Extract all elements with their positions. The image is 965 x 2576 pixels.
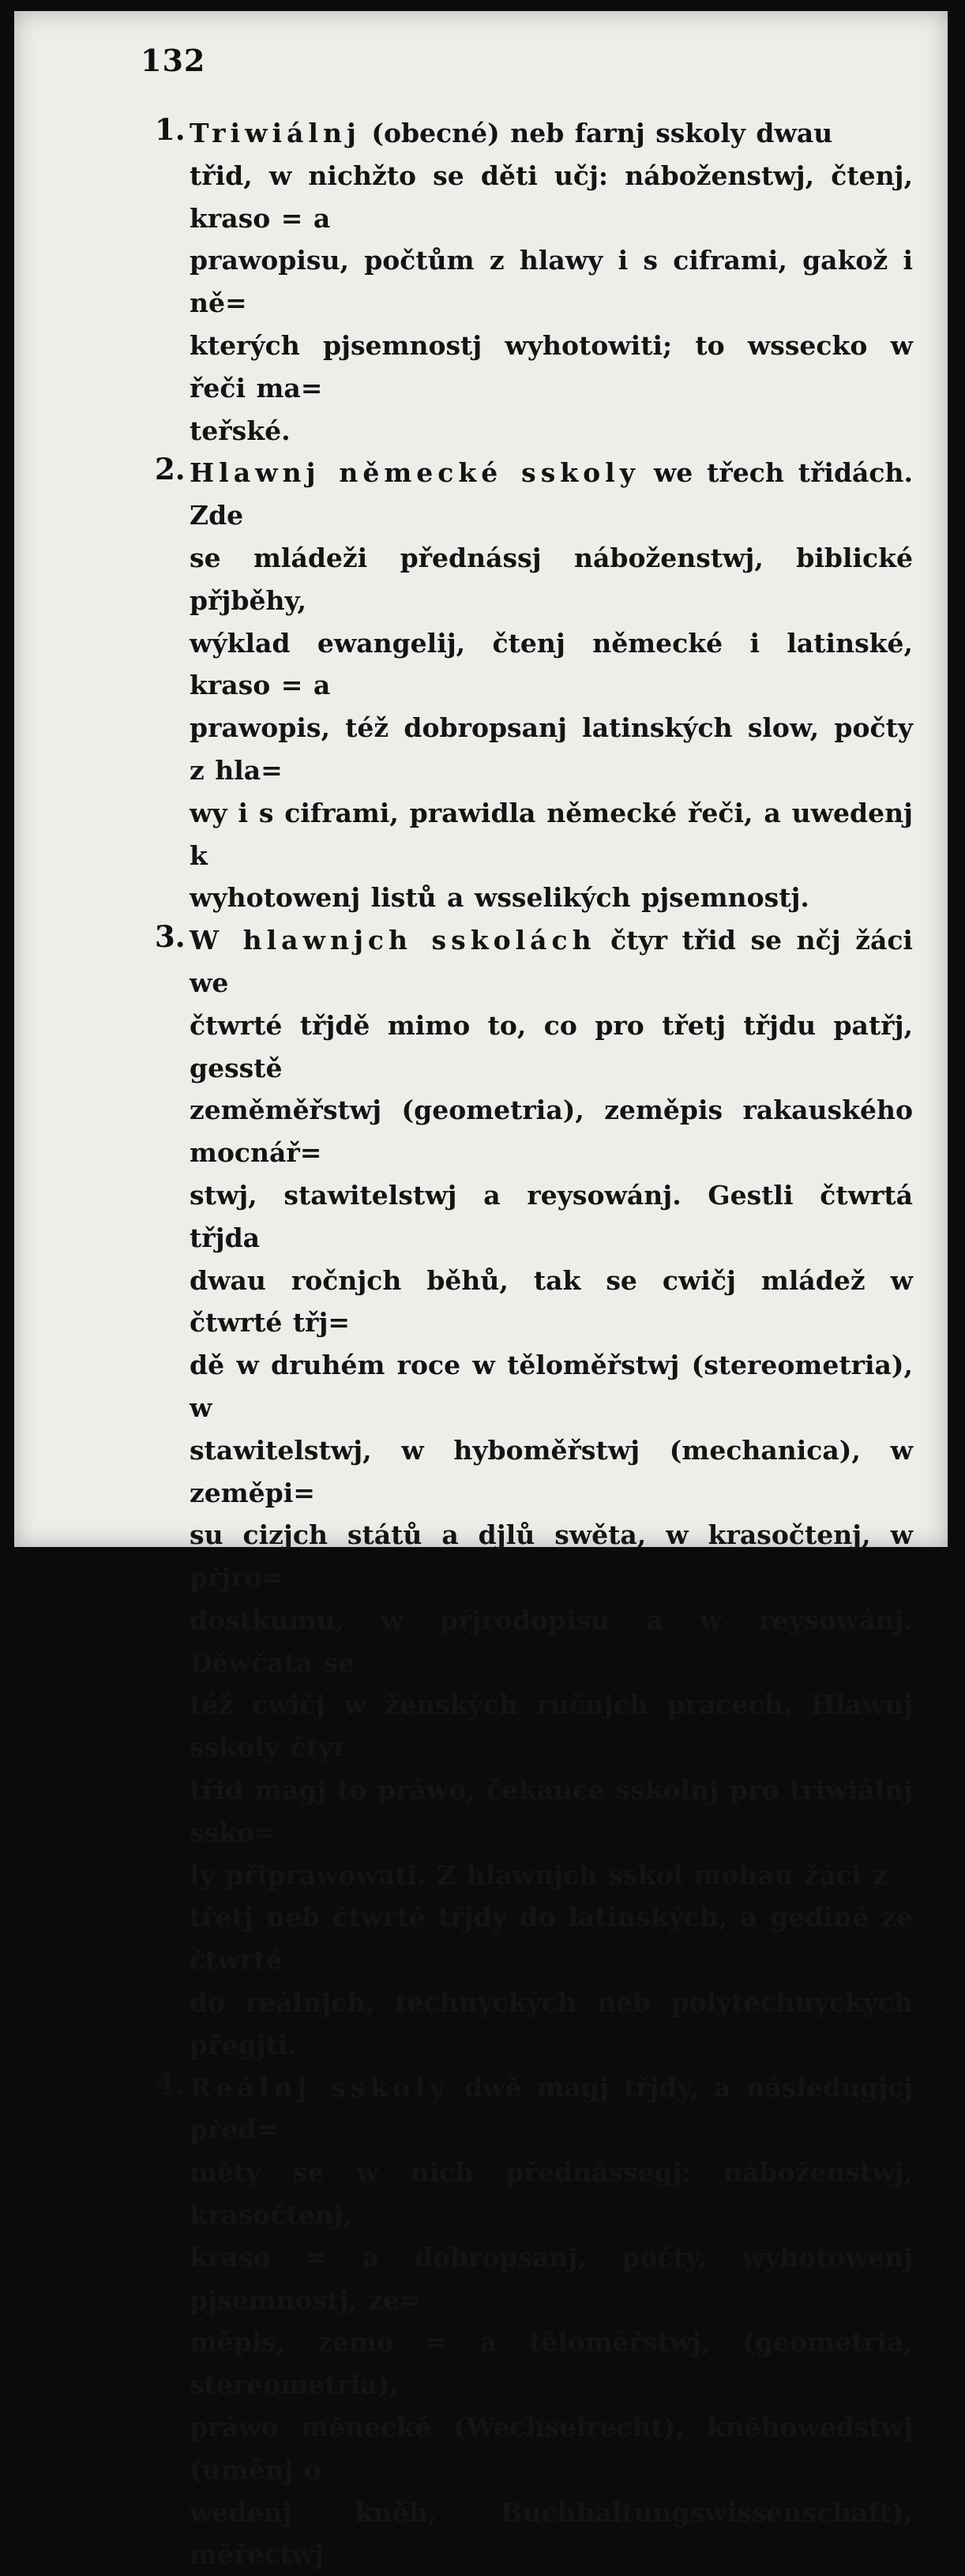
text-line: su cizjch států a djlů swěta, w krasočtenj, w přjro=: [190, 1519, 913, 1594]
text-line: [190, 919, 913, 1004]
item-number: 3.: [155, 919, 186, 955]
item-heading: Triwiálnj: [190, 118, 361, 148]
item-heading: Hlawnj německé sskoly: [190, 457, 640, 489]
text-line: měpis, zemo = a těloměřstwj, (geometria, stereometria),: [190, 2326, 913, 2401]
text-line: wedenj kněh, Buchhaltungswissenschaft), měřectwj: [190, 2496, 913, 2570]
page-number: 132: [141, 43, 206, 78]
text-line: wyhotowenj listů a wsselikých pjsemnostj.: [190, 882, 809, 914]
text-line: prawopis, též dobropsanj latinských slow, počty z hla=: [190, 712, 913, 786]
text-line: kterých pjsemnostj wyhotowiti; to wsseckо w řeči ma=: [190, 329, 913, 404]
item-text: [190, 919, 913, 2067]
item-text: [190, 112, 913, 452]
item-heading: Reálnj sskoly: [190, 2071, 450, 2103]
line-text: dwě magj třjdy, a následugjcj před=: [190, 2071, 913, 2146]
text-line: [190, 112, 913, 155]
line-text: (obecné) neb farnj sskoly dwau: [371, 118, 833, 148]
text-line: dostkumu, w přjrodopisu a w reysowánj. Děwčata se: [190, 1604, 913, 1678]
text-line: [190, 452, 913, 537]
item-heading: W hlawnjch sskolách: [190, 925, 596, 956]
text-line: dě w druhém roce w těloměřstwj (stereometria), w: [190, 1350, 913, 1423]
item-text: [190, 452, 913, 919]
text-line: třid, w nichžto se děti učj: náboženstwj, čtenj, kraso = a: [190, 160, 913, 234]
text-line: čtwrté třjdě mimo to, co pro třetj třjdu patřj, gesstě: [190, 1009, 913, 1083]
text-line: stwj, stawitelstwj a reysowánj. Gestli čtwrtá třjda: [190, 1179, 913, 1253]
text-line: ly připrawowati. Z hlawnjch sskol mohau žáci z: [190, 1859, 888, 1891]
text-line: wy i s ciframi, prawidla německé řeči, a uwedenj k: [190, 797, 913, 871]
list-item-4: [155, 2067, 913, 2576]
text-line: třid magj to práwo, čekauce sskolnj pro triwiálnj ssko=: [190, 1774, 913, 1848]
text-line: třetj neb čtwrté třjdy do latinských, a gediné ze čtwrté: [190, 1902, 913, 1976]
text-line: do reálnjch, techuyckých neb polytechuyckých přegjti.: [190, 1987, 913, 2060]
text-line: stawitelstwj, w hyboměřstwj (mechanica), w zeměpi=: [190, 1434, 913, 1508]
text-line: se mládeži přednássj náboženstwj, biblické přjběhy,: [190, 542, 913, 616]
line-text: we třech třidách. Zde: [190, 457, 913, 531]
text-line: měty se w nich přednássegj: náboženstwj, krasočtenj,: [190, 2157, 913, 2231]
item-list: [155, 112, 913, 2576]
item-text: [190, 2067, 913, 2576]
text-line: dwau ročnjch běhů, tak se cwičj mládež w čtwrté třj=: [190, 1264, 913, 1339]
list-item-3: [155, 919, 913, 2067]
text-line: [190, 2067, 913, 2152]
text-line: prawopisu, počtům z hlawy i s ciframi, gakož i ně=: [190, 245, 913, 319]
line-text: čtyr třid se nčj žáci we: [190, 925, 913, 998]
book-page: [14, 11, 948, 2570]
text-line: kraso = a dobropsanj, počty, wyhotowenj pjsemnostj, ze=: [190, 2241, 913, 2315]
item-number: 1.: [155, 112, 186, 147]
text-line: zeměměřstwj (geometria), zeměpis rakauského mocnář=: [190, 1095, 913, 1169]
list-item-1: [155, 112, 913, 452]
item-number: 2.: [155, 452, 186, 487]
list-item-2: [155, 452, 913, 919]
item-number: 4.: [155, 2066, 186, 2101]
text-line: práwo měnecké (Wechselrecht), kněhowedstwj (uměnj o: [190, 2412, 913, 2485]
text-line: též cwičj w ženských ručnjch pracech. Hlawnj sskoly čtyr: [190, 1689, 913, 1763]
text-line: wýklad ewangelij, čtenj německé i latinské, kraso = a: [190, 627, 913, 701]
text-line: teřské.: [190, 415, 291, 446]
